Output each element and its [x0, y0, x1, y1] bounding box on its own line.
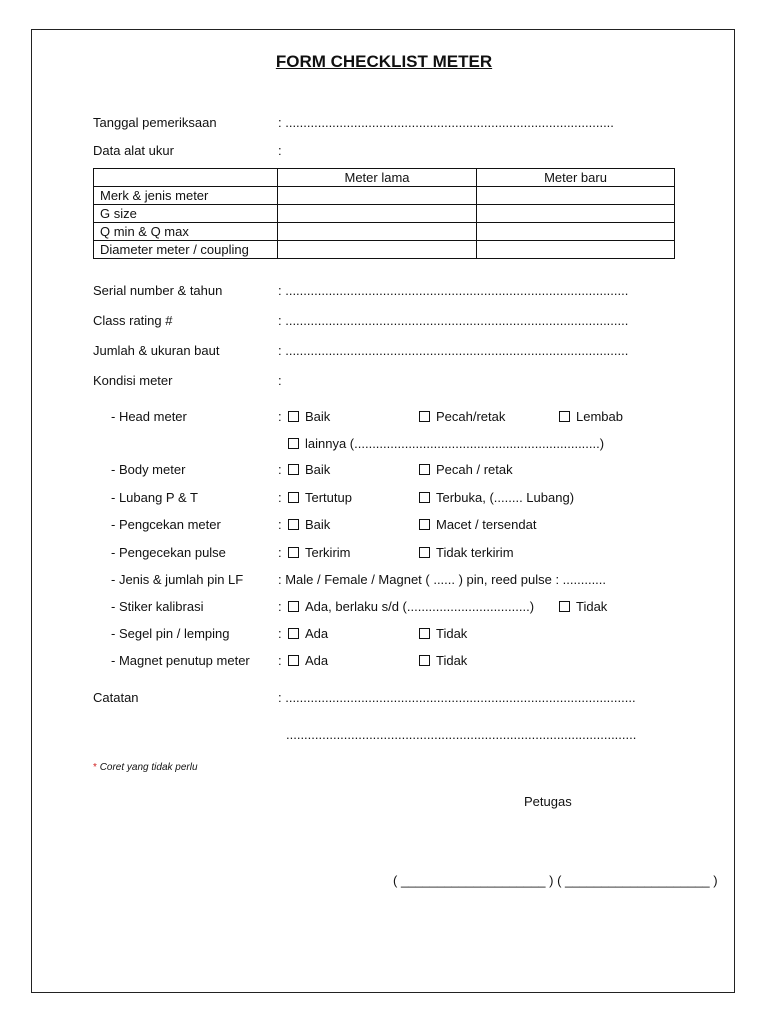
tanggal-label: Tanggal pemeriksaan — [93, 115, 217, 130]
option-label: Tidak — [436, 653, 468, 668]
pengcekan-baik-option[interactable] — [288, 517, 330, 532]
meter-lama-cell[interactable] — [278, 187, 477, 205]
jumlah-baut-field[interactable]: : ............................................................................................... — [278, 343, 629, 358]
magnet-label: - Magnet penutup meter — [111, 653, 250, 668]
segel-tidak-option[interactable] — [419, 626, 467, 641]
meter-baru-cell[interactable] — [477, 241, 675, 259]
option-label: Terkirim — [305, 545, 351, 560]
segel-label: - Segel pin / lemping — [111, 626, 230, 641]
table-row — [94, 187, 675, 205]
option-label: Tidak terkirim — [436, 545, 514, 560]
option-label: Tidak — [576, 599, 608, 614]
jumlah-baut-label: Jumlah & ukuran baut — [93, 343, 220, 358]
colon: : — [278, 409, 282, 424]
lubang-tertutup-option[interactable] — [288, 490, 352, 505]
body-meter-label: - Body meter — [111, 462, 186, 477]
meter-lama-cell[interactable] — [278, 241, 477, 259]
option-label: Baik — [305, 409, 331, 424]
magnet-ada-option[interactable] — [288, 653, 328, 668]
checkbox-icon[interactable] — [288, 492, 299, 503]
option-label: Tertutup — [305, 490, 352, 505]
colon: : — [278, 599, 282, 614]
option-label: Ada, berlaku s/d (..................................) — [305, 599, 535, 614]
pulse-tidak-terkirim-option[interactable] — [419, 545, 514, 560]
meter-baru-cell[interactable] — [477, 223, 675, 241]
checkbox-icon[interactable] — [288, 519, 299, 530]
checkbox-icon[interactable] — [419, 628, 430, 639]
pengcekan-label: - Pengcekan meter — [111, 517, 221, 532]
option-label: Baik — [305, 517, 331, 532]
class-rating-label: Class rating # — [93, 313, 173, 328]
table-row — [94, 205, 675, 223]
footnote — [93, 762, 198, 773]
serial-field[interactable]: : ............................................................................................... — [278, 283, 629, 298]
tanggal-field[interactable]: : ........................................................................................... — [278, 115, 614, 130]
footnote-asterisk: * — [93, 762, 97, 773]
option-label: Lembab — [576, 409, 623, 424]
data-alat-label: Data alat ukur — [93, 143, 174, 158]
checkbox-icon[interactable] — [288, 547, 299, 558]
petugas-label: Petugas — [524, 794, 572, 809]
segel-ada-option[interactable] — [288, 626, 328, 641]
table-header-meter-lama: Meter lama — [278, 169, 477, 187]
table-header-row — [94, 169, 675, 187]
serial-label: Serial number & tahun — [93, 283, 223, 298]
table-row — [94, 223, 675, 241]
option-label: Pecah / retak — [436, 462, 513, 477]
class-rating-field[interactable]: : ............................................................................................... — [278, 313, 629, 328]
signature-lines[interactable]: ( ____________________ ) ( ____________________ ) — [393, 873, 718, 888]
catatan-field-line2[interactable]: ................................................................................................. — [286, 727, 637, 742]
stiker-ada-option[interactable] — [288, 599, 534, 614]
checkbox-icon[interactable] — [419, 464, 430, 475]
option-label: Pecah/retak — [436, 409, 506, 424]
catatan-label: Catatan — [93, 690, 139, 705]
meter-data-table — [93, 168, 675, 259]
colon: : — [278, 517, 282, 532]
pin-lf-label: - Jenis & jumlah pin LF — [111, 572, 244, 587]
checkbox-icon[interactable] — [288, 655, 299, 666]
meter-lama-cell[interactable] — [278, 223, 477, 241]
checkbox-icon[interactable] — [288, 464, 299, 475]
checkbox-icon[interactable] — [288, 411, 299, 422]
kondisi-colon: : — [278, 373, 282, 388]
colon: : — [278, 490, 282, 505]
checkbox-icon[interactable] — [288, 628, 299, 639]
table-row-label: Q min & Q max — [94, 223, 278, 241]
stiker-tidak-option[interactable] — [559, 599, 607, 614]
data-alat-colon: : — [278, 143, 282, 158]
head-meter-label: - Head meter — [111, 409, 187, 424]
form-title: FORM CHECKLIST METER — [275, 52, 493, 71]
table-header-meter-baru: Meter baru — [477, 169, 675, 187]
kondisi-label: Kondisi meter — [93, 373, 173, 388]
colon: : — [278, 545, 282, 560]
checkbox-icon[interactable] — [288, 601, 299, 612]
catatan-field-line1[interactable]: : ................................................................................................. — [278, 690, 636, 705]
body-meter-pecah-option[interactable] — [419, 462, 513, 477]
head-meter-baik-option[interactable] — [288, 409, 330, 424]
checkbox-icon[interactable] — [419, 655, 430, 666]
pulse-label: - Pengecekan pulse — [111, 545, 226, 560]
meter-baru-cell[interactable] — [477, 187, 675, 205]
meter-baru-cell[interactable] — [477, 205, 675, 223]
checkbox-icon[interactable] — [419, 519, 430, 530]
checkbox-icon[interactable] — [559, 601, 570, 612]
option-label: lainnya (....................................................................) — [305, 436, 605, 451]
table-row-label: Diameter meter / coupling — [94, 241, 278, 259]
stiker-label: - Stiker kalibrasi — [111, 599, 204, 614]
checkbox-icon[interactable] — [419, 411, 430, 422]
option-label: Ada — [305, 653, 329, 668]
option-label: Terbuka, (........ Lubang) — [436, 490, 575, 505]
colon: : — [278, 462, 282, 477]
checkbox-icon[interactable] — [419, 492, 430, 503]
checkbox-icon[interactable] — [559, 411, 570, 422]
lubang-label: - Lubang P & T — [111, 490, 198, 505]
lubang-terbuka-option[interactable] — [419, 490, 574, 505]
pulse-terkirim-option[interactable] — [288, 545, 351, 560]
option-label: Macet / tersendat — [436, 517, 537, 532]
head-meter-lainnya-option[interactable] — [288, 436, 604, 451]
table-row-label: Merk & jenis meter — [94, 187, 278, 205]
magnet-tidak-option[interactable] — [419, 653, 467, 668]
body-meter-baik-option[interactable] — [288, 462, 330, 477]
checkbox-icon[interactable] — [419, 547, 430, 558]
footnote-text: Coret yang tidak perlu — [99, 762, 198, 773]
option-label: Ada — [305, 626, 329, 641]
colon: : — [278, 626, 282, 641]
table-row-label: G size — [94, 205, 278, 223]
colon: : — [278, 653, 282, 668]
option-label: Tidak — [436, 626, 468, 641]
table-header-empty — [94, 169, 278, 187]
meter-lama-cell[interactable] — [278, 205, 477, 223]
table-row — [94, 241, 675, 259]
checkbox-icon[interactable] — [288, 438, 299, 449]
head-meter-pecah-option[interactable] — [419, 409, 505, 424]
pin-lf-field[interactable]: : Male / Female / Magnet ( ...... ) pin, reed pulse : ............ — [278, 572, 607, 587]
head-meter-lembab-option[interactable] — [559, 409, 623, 424]
option-label: Baik — [305, 462, 331, 477]
pengcekan-macet-option[interactable] — [419, 517, 536, 532]
